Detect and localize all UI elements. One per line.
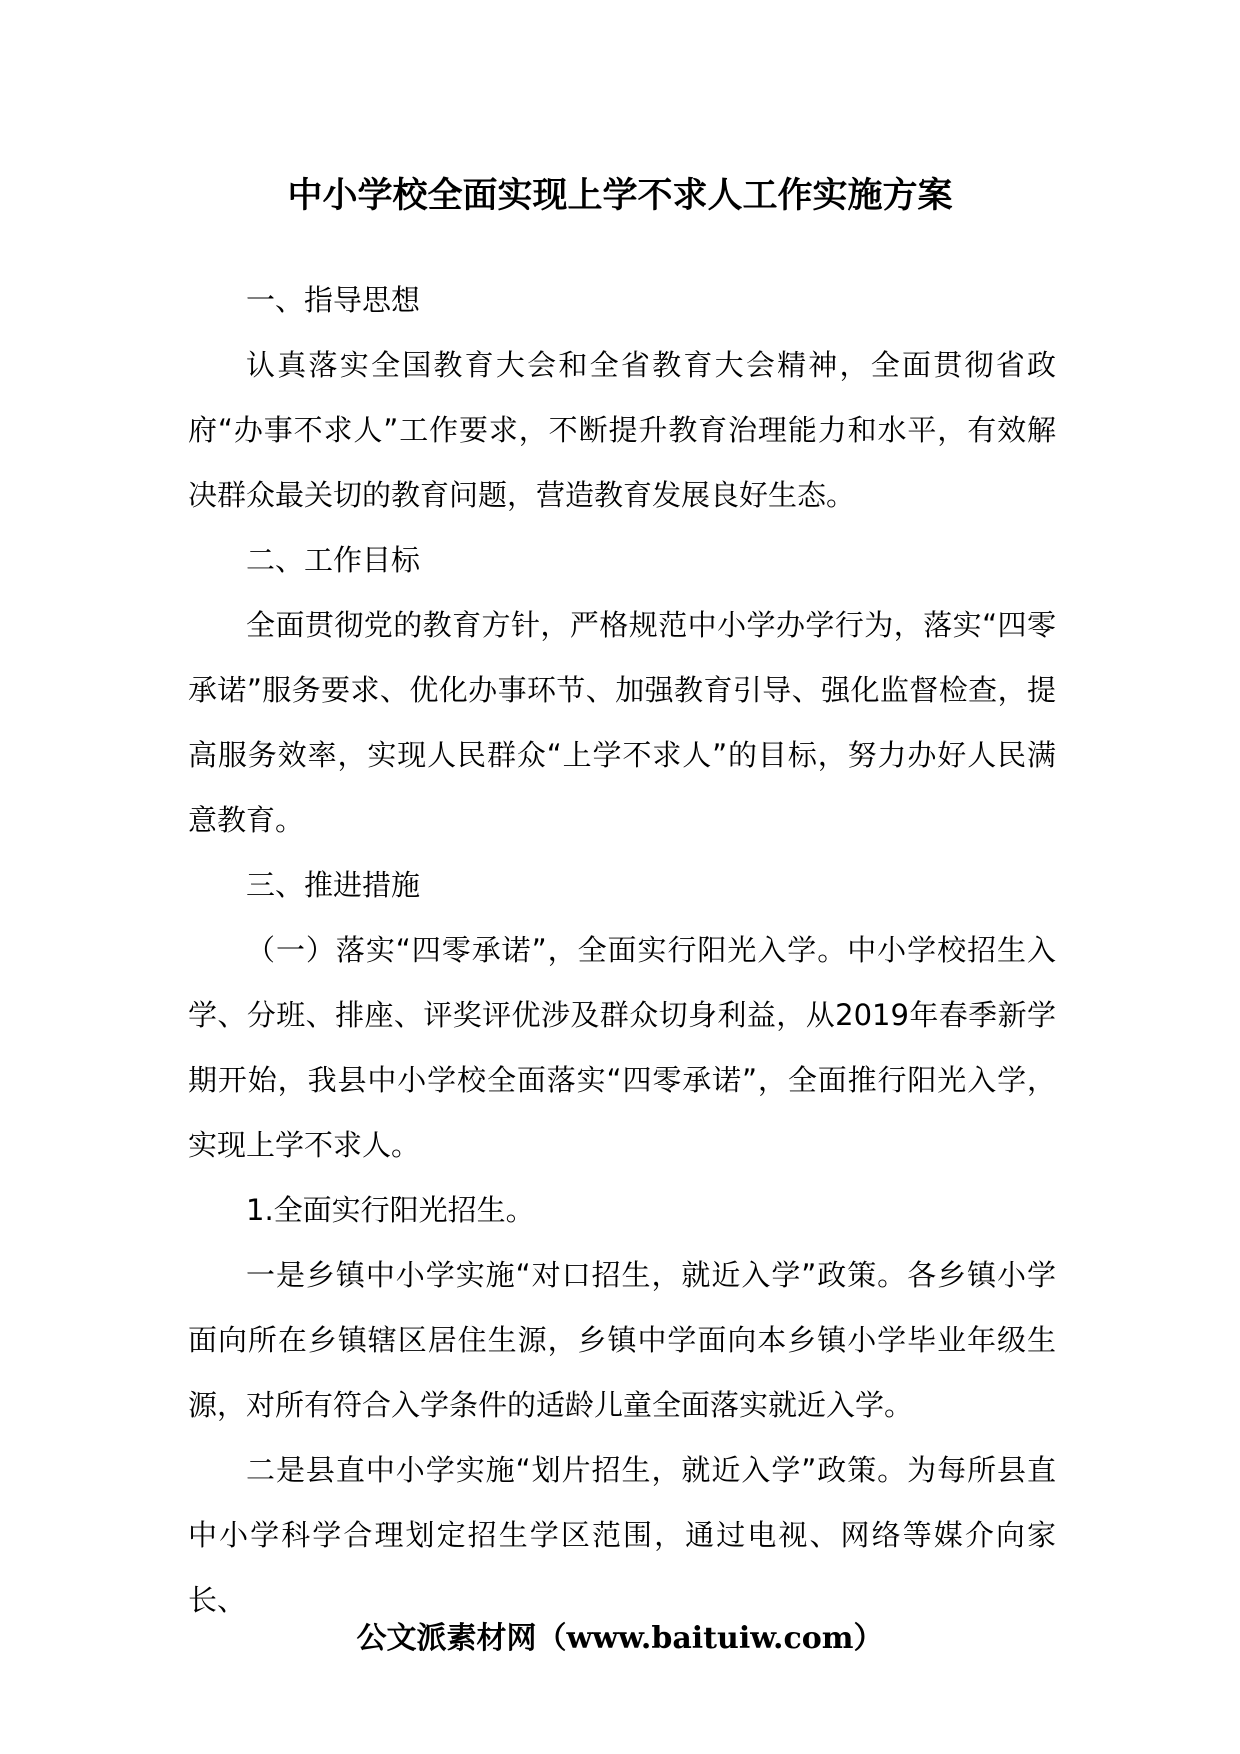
paragraph-county-schools: 二是县直中小学实施“划片招生，就近入学”政策。为每所县直中小学科学合理划定招生学区范围，通过电视、网络等媒介向家长、 [188, 1453, 1056, 1617]
paragraph-work-goals: 全面贯彻党的教育方针，严格规范中小学办学行为，落实“四零承诺”服务要求、优化办事环节、加强教育引导、强化监督检查，提高服务效率，实现人民群众“上学不求人”的目标，努力办好人民满意教育。 [188, 608, 1056, 837]
heading-guiding-ideology: 一、指导思想 [246, 283, 421, 317]
watermark-footer: 公文派素材网（www.baituiw.com） [356, 1621, 884, 1656]
document-title: 中小学校全面实现上学不求人工作实施方案 [287, 175, 953, 216]
document-body [188, 268, 1056, 1633]
paragraph-township-schools: 一是乡镇中小学实施“对口招生，就近入学”政策。各乡镇小学面向所在乡镇辖区居住生源，乡镇中学面向本乡镇小学毕业年级生源，对所有符合入学条件的适龄儿童全面落实就近入学。 [188, 1258, 1056, 1422]
paragraph-guiding-ideology: 认真落实全国教育大会和全省教育大会精神，全面贯彻省政府“办事不求人”工作要求，不断提升教育治理能力和水平，有效解决群众最关切的教育问题，营造教育发展良好生态。 [188, 348, 1056, 512]
paragraph-measure-one: （一）落实“四零承诺”，全面实行阳光入学。中小学校招生入学、分班、排座、评奖评优涉及群众切身利益，从2019年春季新学期开始，我县中小学校全面落实“四零承诺”，全面推行阳光入学，实现上学不求人。 [188, 933, 1056, 1162]
heading-measures: 三、推进措施 [246, 868, 421, 902]
heading-work-goals: 二、工作目标 [246, 543, 421, 577]
subheading-sunshine-enrollment: 1.全面实行阳光招生。 [246, 1193, 535, 1227]
